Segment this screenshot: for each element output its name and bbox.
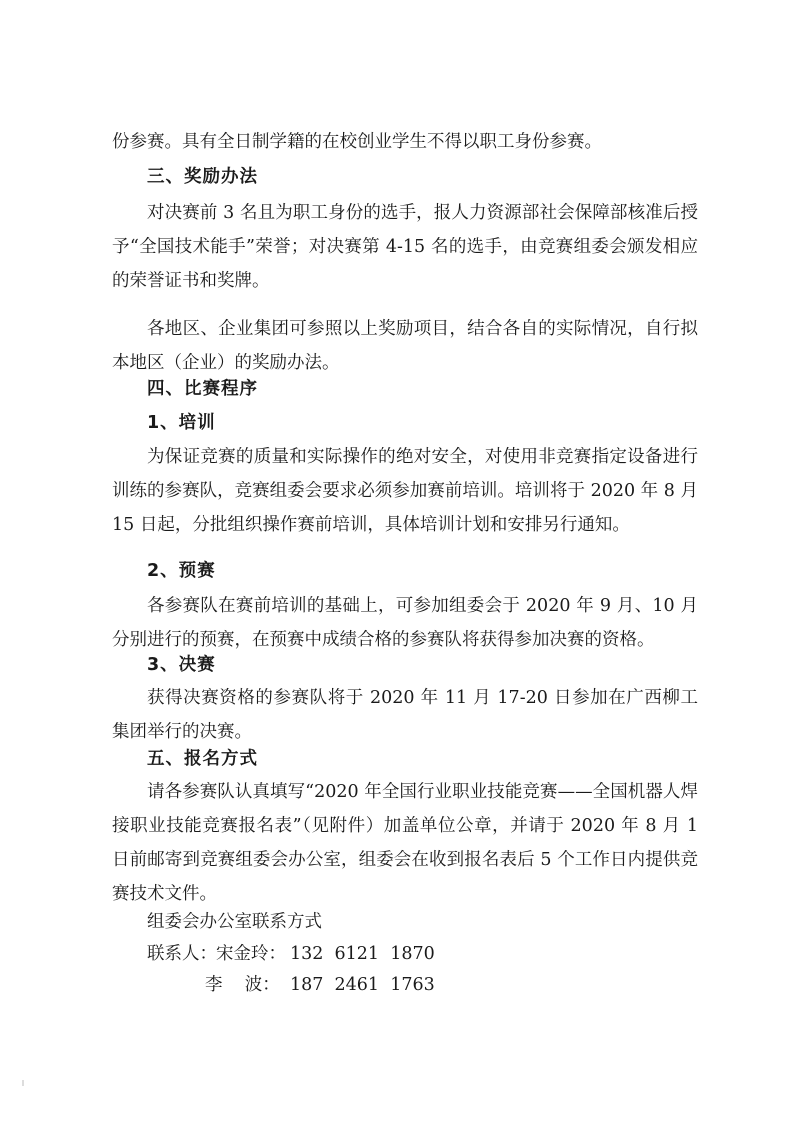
paragraph-preliminary: 各参赛队在赛前培训的基础上，可参加组委会于 2020 年 9 月、10 月分别进行的预赛，在预赛中成绩合格的参赛队将获得参加决赛的资格。 [112, 596, 698, 650]
scan-edge-mark [22, 1080, 24, 1086]
subheading-training: 1、培训 [147, 413, 216, 433]
section-heading-awards: 三、奖励办法 [147, 167, 258, 187]
section-heading-procedure: 四、比赛程序 [147, 379, 258, 399]
paragraph-final: 获得决赛资格的参赛队将于 2020 年 11 月 17-20 日参加在广西柳工集团举行的决赛。 [112, 688, 698, 742]
paragraph-registration: 请各参赛队认真填写“2020 年全国行业职业技能竞赛——全国机器人焊接职业技能竞赛报名表”（见附件）加盖单位公章，并请于 2020 年 8 月 1 日前邮寄到竞赛组委会办公室，组委会在收到报名表后 5 个工作日内提供竞赛技术文件。 [112, 782, 698, 904]
contact-label: 联系人： [147, 944, 217, 964]
section-heading-registration: 五、报名方式 [147, 749, 258, 769]
subheading-final: 3、决赛 [147, 655, 216, 675]
paragraph-awards-2: 各地区、企业集团可参照以上奖励项目，结合各自的实际情况，自行拟本地区（企业）的奖励办法。 [112, 319, 698, 373]
contact-phone-2: 187 2461 1763 [290, 975, 435, 995]
paragraph-eligibility-continuation: 份参赛。具有全日制学籍的在校创业学生不得以职工身份参赛。 [112, 132, 602, 152]
contact-name-2: 李 波： [205, 975, 280, 995]
paragraph-training: 为保证竞赛的质量和实际操作的绝对安全，对使用非竞赛指定设备进行训练的参赛队，竞赛组委会要求必须参加赛前培训。培训将于 2020 年 8 月 15 日起，分批组织操作赛前培训，具体培训计划和安排另行通知。 [112, 447, 698, 535]
contact-phone-1: 132 6121 1870 [290, 944, 435, 964]
paragraph-awards-1: 对决赛前 3 名且为职工身份的选手，报人力资源部社会保障部核准后授予“全国技术能手”荣誉；对决赛第 4-15 名的选手，由竞赛组委会颁发相应的荣誉证书和奖牌。 [112, 203, 698, 291]
contact-section-title: 组委会办公室联系方式 [147, 912, 322, 932]
contact-name-1: 宋金玲： [216, 944, 286, 964]
subheading-preliminary: 2、预赛 [147, 561, 216, 581]
